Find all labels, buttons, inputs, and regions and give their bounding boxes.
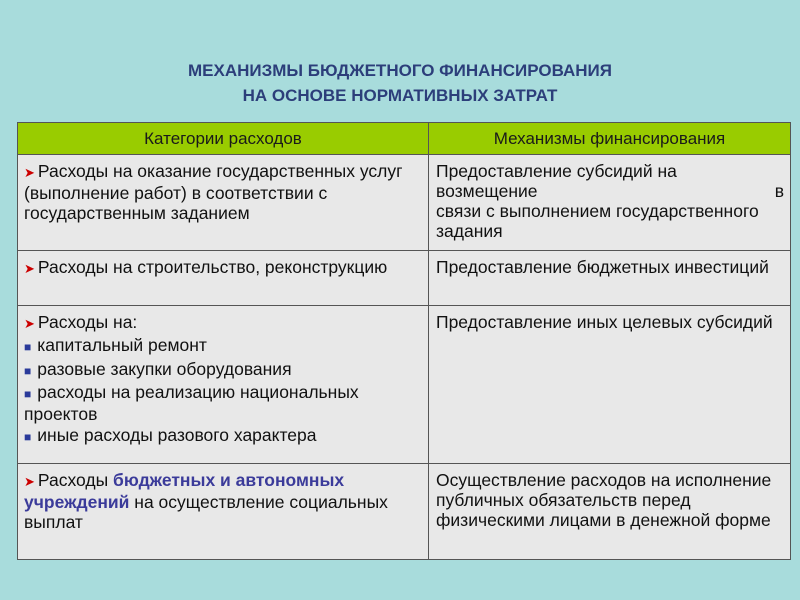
list-item-text: разовые закупки оборудования — [37, 359, 292, 379]
mechanism-line-1: Предоставление субсидий на — [436, 161, 677, 181]
mechanism-cell — [429, 306, 791, 464]
category-cell — [18, 306, 429, 464]
mechanism-word-b: в — [774, 181, 784, 201]
mechanism-word-a: возмещение — [436, 181, 538, 201]
category-highlight: бюджетных и автономных учреждений — [24, 470, 345, 512]
list-item-text: расходы на реализацию национальных проектов — [24, 382, 359, 424]
list-item — [24, 334, 422, 358]
title-line-1: МЕХАНИЗМЫ БЮДЖЕТНОГО ФИНАНСИРОВАНИЯ — [188, 61, 612, 80]
financing-table — [17, 122, 791, 560]
category-cell — [18, 251, 429, 306]
square-bullet-icon: ■ — [24, 364, 32, 378]
category-cell — [18, 464, 429, 560]
header-categories: Категории расходов — [18, 123, 429, 155]
table-row — [18, 464, 791, 560]
mechanism-text: Предоставление иных целевых субсидий — [436, 312, 773, 332]
arrow-bullet-icon: ➤ — [24, 261, 35, 276]
table-row — [18, 306, 791, 464]
category-text: Расходы на оказание государственных услуг (выполнение работ) в соответствии с государственным заданием — [24, 161, 403, 223]
mechanism-text: Осуществление расходов на исполнение публичных обязательств перед физическими лицами в денежной форме — [436, 470, 772, 530]
table-row — [18, 155, 791, 251]
category-intro: Расходы на: — [37, 312, 138, 332]
list-item — [24, 424, 422, 448]
table-row — [18, 251, 791, 306]
header-row — [18, 123, 791, 155]
list-item — [24, 382, 422, 424]
category-text: Расходы на строительство, реконструкцию — [37, 257, 388, 277]
arrow-bullet-icon: ➤ — [24, 474, 35, 489]
mechanism-cell — [429, 251, 791, 306]
square-bullet-icon: ■ — [24, 340, 32, 354]
list-item-text: иные расходы разового характера — [37, 425, 317, 445]
category-pre: Расходы — [37, 470, 109, 490]
mechanism-justified-line — [436, 181, 784, 201]
category-post: на осуществление социальных выплат — [24, 492, 388, 532]
square-bullet-icon: ■ — [24, 430, 32, 444]
mechanism-cell — [429, 155, 791, 251]
arrow-bullet-icon: ➤ — [24, 316, 35, 331]
category-cell — [18, 155, 429, 251]
arrow-bullet-icon: ➤ — [24, 165, 35, 180]
title-line-2: НА ОСНОВЕ НОРМАТИВНЫХ ЗАТРАТ — [242, 86, 558, 105]
mechanism-cell — [429, 464, 791, 560]
page-title — [0, 58, 800, 108]
mechanism-rest: связи с выполнением государственного задания — [436, 201, 759, 241]
header-mechanisms: Механизмы финансирования — [429, 123, 791, 155]
mechanism-text: Предоставление бюджетных инвестиций — [436, 257, 769, 277]
list-item — [24, 358, 422, 382]
list-item-text: капитальный ремонт — [37, 335, 207, 355]
square-bullet-icon: ■ — [24, 387, 32, 401]
